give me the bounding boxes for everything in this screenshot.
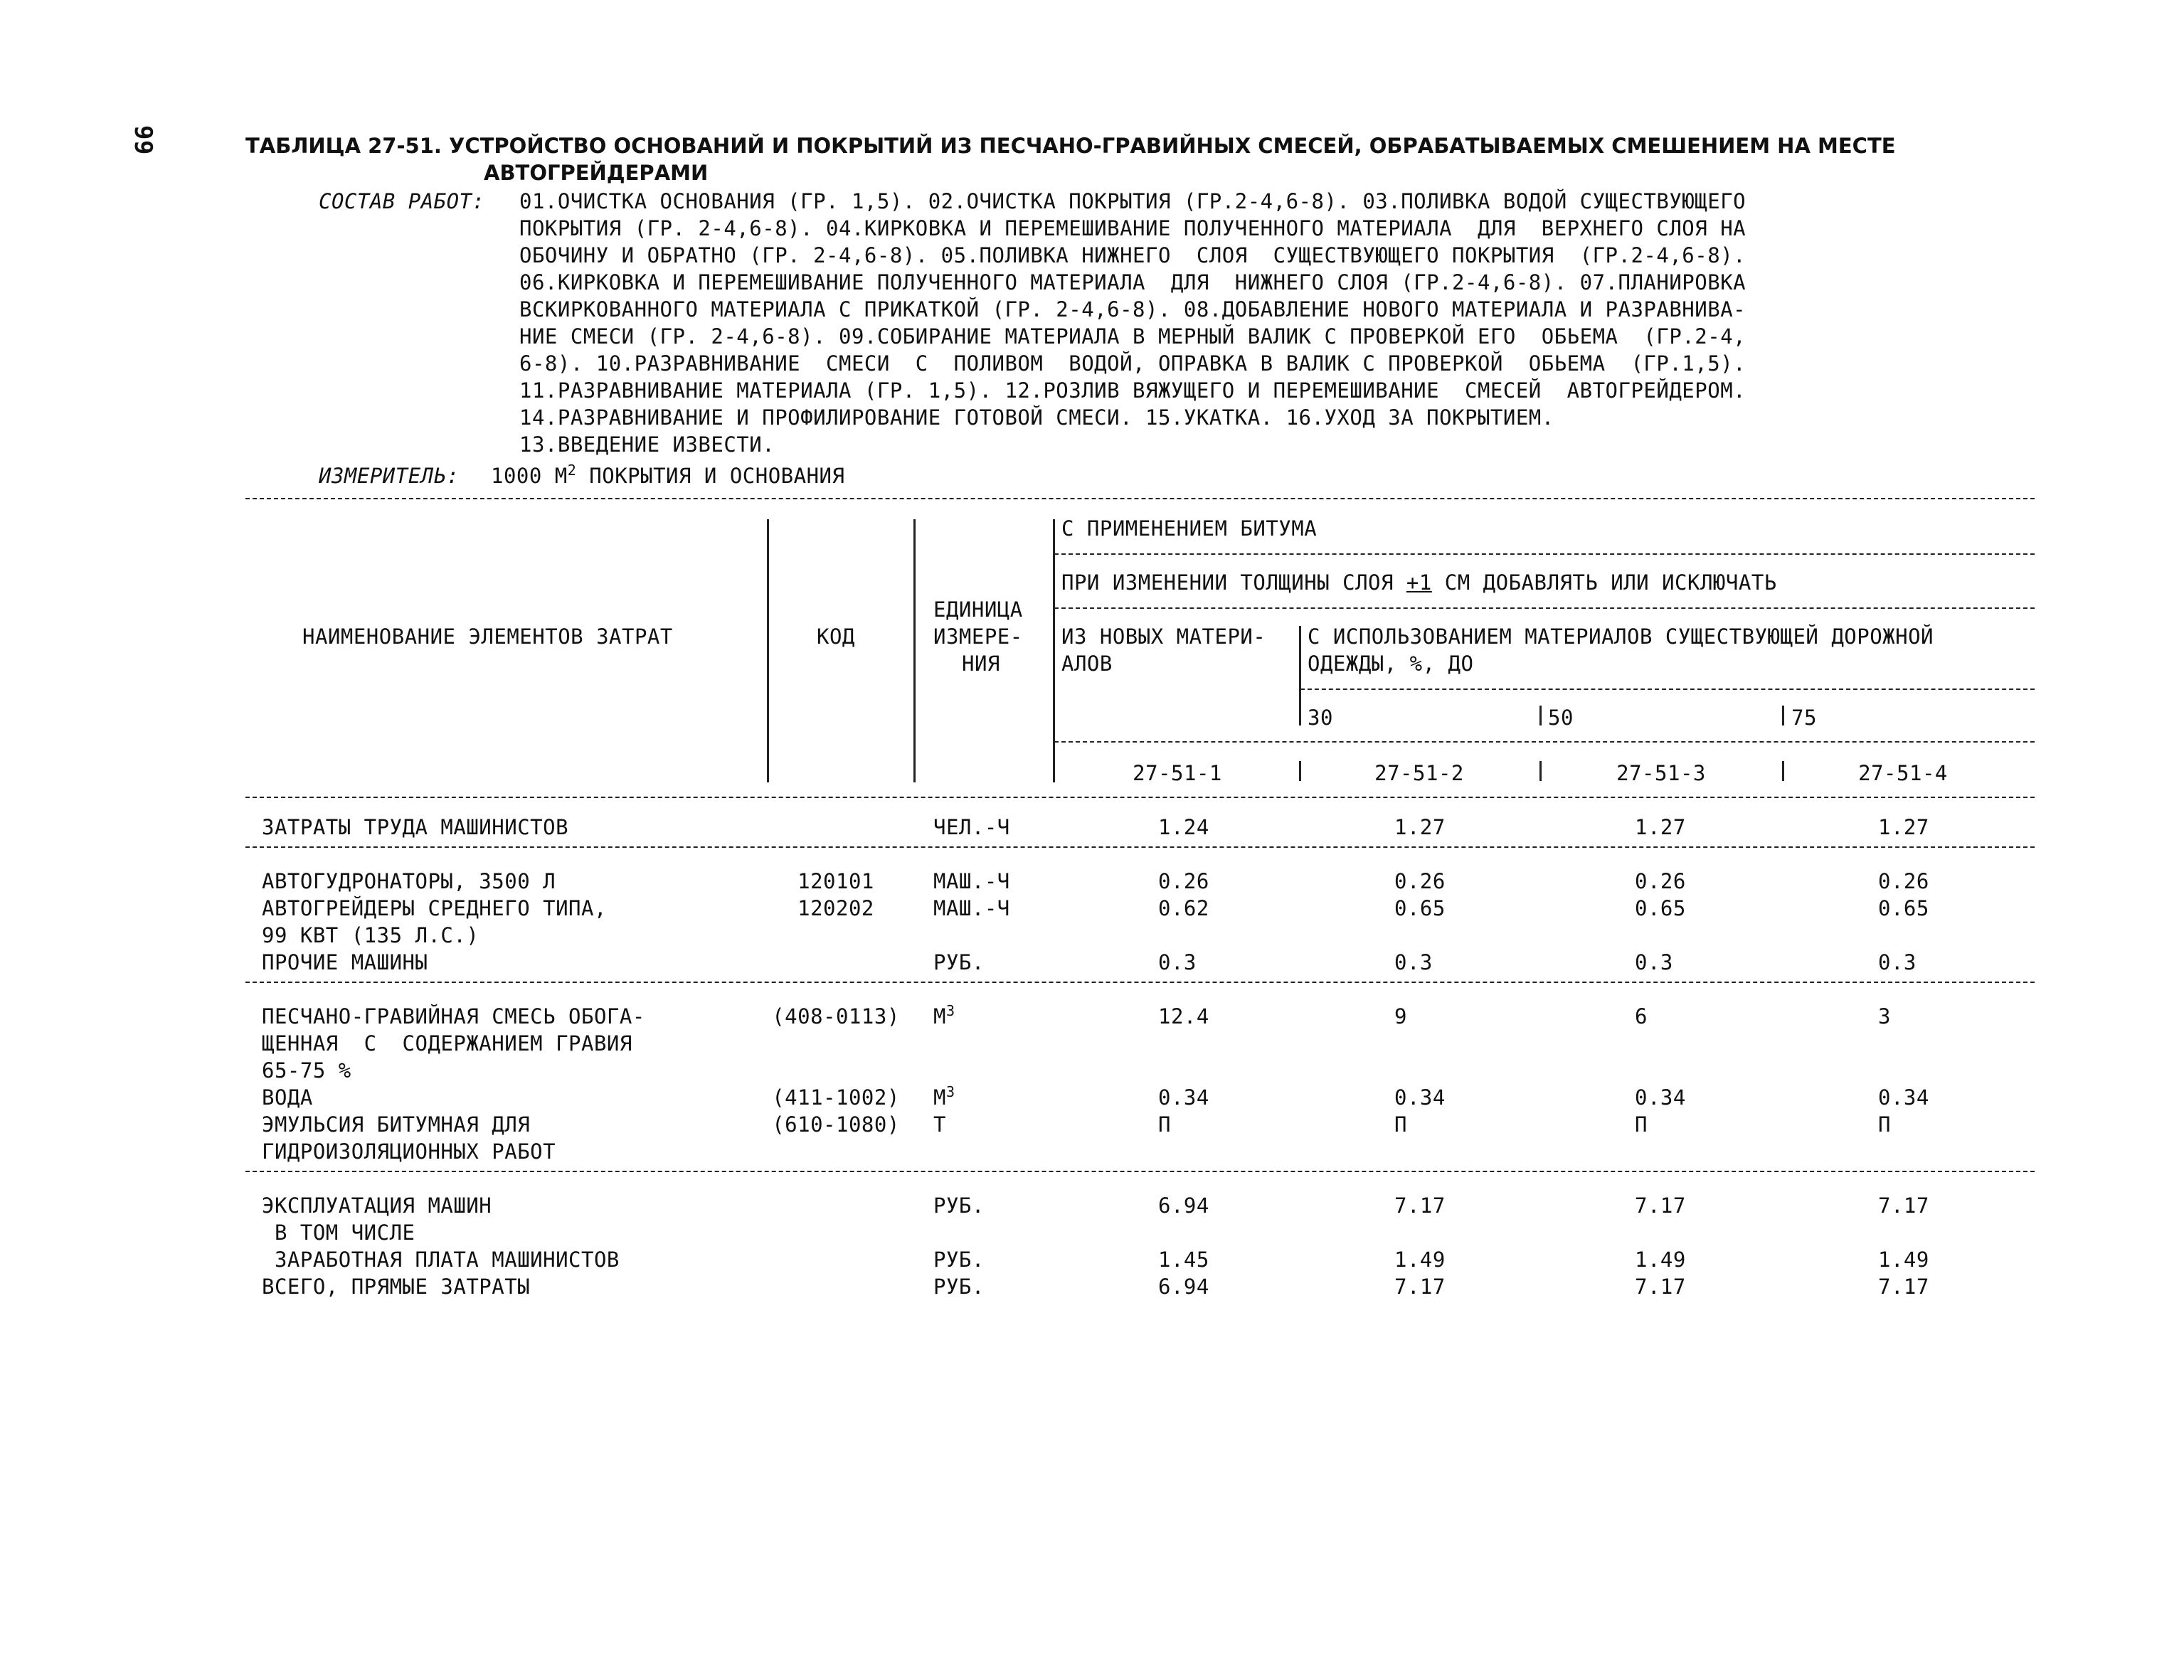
row-value: 0.3	[1878, 950, 1917, 974]
row-unit	[933, 1003, 955, 1030]
row-unit-text: РУБ.	[933, 1248, 985, 1272]
work-line: 11.РАЗРАВНИВАНИЕ МАТЕРИАЛА (ГР. 1,5). 12.РОЗЛИВ ВЯЖУЩЕГО И ПЕРЕМЕШИВАНИЕ СМЕСЕЙ АВТОГРЕЙДЕРОМ.	[519, 378, 1746, 403]
group-separator	[245, 1171, 2035, 1172]
row-value: 1.24	[1158, 815, 1209, 839]
header-divider-code	[767, 519, 769, 782]
header-unit-2: ИЗМЕРЕ-	[933, 624, 1023, 649]
row-value: 1.45	[1158, 1248, 1209, 1272]
row-code: 120101	[797, 869, 874, 893]
row-value: 1.27	[1394, 815, 1446, 839]
row-unit-text: РУБ.	[933, 1193, 985, 1218]
row-value: 7.17	[1878, 1193, 1929, 1218]
row-unit-superscript: 3	[945, 1083, 955, 1100]
row-unit	[933, 949, 985, 976]
row-value: 3	[1878, 1004, 1891, 1028]
row-unit	[933, 868, 1010, 895]
row-name: ВОДА	[262, 1085, 313, 1110]
row-unit-text: РУБ.	[933, 950, 985, 974]
row-name: ЗАРАБОТНАЯ ПЛАТА МАШИНИСТОВ	[262, 1248, 620, 1272]
header-divider-exist	[1299, 626, 1301, 725]
header-rule-4	[1054, 741, 2035, 743]
row-name: ЭМУЛЬСИЯ БИТУМНАЯ ДЛЯ	[262, 1112, 531, 1137]
row-value: 0.3	[1635, 950, 1673, 974]
row-unit	[933, 1192, 985, 1219]
row-value: 0.65	[1635, 896, 1686, 920]
header-divider-pct75	[1782, 706, 1784, 725]
row-unit	[933, 814, 1010, 841]
header-unit-1: ЕДИНИЦА	[933, 597, 1023, 622]
row-name: ПЕСЧАНО-ГРАВИЙНАЯ СМЕСЬ ОБОГА-	[262, 1004, 645, 1028]
header-col-3: 27-51-3	[1616, 761, 1706, 785]
header-code: КОД	[817, 624, 855, 649]
row-value: П	[1635, 1112, 1648, 1137]
row-value: 0.26	[1158, 869, 1209, 893]
page-number: 99	[129, 125, 157, 155]
row-value: 1.49	[1394, 1248, 1446, 1272]
work-line: ОБОЧИНУ И ОБРАТНО (ГР. 2-4,6-8). 05.ПОЛИВКА НИЖНЕГО СЛОЯ СУЩЕСТВУЮЩЕГО ПОКРЫТИЯ (ГР.2-4,6-8).	[519, 243, 1746, 267]
table-title: ТАБЛИЦА 27-51. УСТРОЙСТВО ОСНОВАНИЙ И ПОКРЫТИЙ ИЗ ПЕСЧАНО-ГРАВИЙНЫХ СМЕСЕЙ, ОБРАБАТЫВАЕМЫХ СМЕШЕНИЕМ НА МЕСТЕ	[245, 134, 1896, 158]
row-unit-superscript: 3	[945, 1002, 955, 1019]
row-code: (411-1002)	[772, 1085, 900, 1110]
header-unit-3: НИЯ	[962, 652, 1000, 676]
row-value: 7.17	[1635, 1275, 1686, 1299]
work-line: 6-8). 10.РАЗРАВНИВАНИЕ СМЕСИ С ПОЛИВОМ ВОДОЙ, ОПРАВКА В ВАЛИК С ПРОВЕРКОЙ ОБЬЕМА (ГР.1,5).	[519, 351, 1746, 376]
row-value: 1.49	[1635, 1248, 1686, 1272]
row-unit	[933, 1084, 955, 1111]
row-value: 1.49	[1878, 1248, 1929, 1272]
header-top-rule	[245, 498, 2035, 499]
row-value: 6.94	[1158, 1275, 1209, 1299]
measure-value: 1000 $М^2$ ПОКРЫТИЯ И ОСНОВАНИЯ	[491, 462, 845, 488]
header-divider-unit	[913, 519, 916, 782]
row-value: 0.26	[1394, 869, 1446, 893]
row-value: 0.34	[1878, 1085, 1929, 1110]
row-unit	[933, 1111, 946, 1138]
row-value: 0.3	[1394, 950, 1433, 974]
header-existing-1: С ИСПОЛЬЗОВАНИЕМ МАТЕРИАЛОВ СУЩЕСТВУЮЩЕЙ ДОРОЖНОЙ	[1308, 624, 1934, 649]
header-change: ПРИ ИЗМЕНЕНИИ ТОЛЩИНЫ СЛОЯ +1 СМ ДОБАВЛЯТЬ ИЛИ ИСКЛЮЧАТЬ	[1061, 570, 1777, 595]
row-value: 0.62	[1158, 896, 1209, 920]
row-value: 12.4	[1158, 1004, 1209, 1028]
row-name: В ТОМ ЧИСЛЕ	[262, 1221, 415, 1245]
row-unit-text: МАШ.-Ч	[933, 896, 1010, 920]
row-value: 0.34	[1635, 1085, 1686, 1110]
work-line: 06.КИРКОВКА И ПЕРЕМЕШИВАНИЕ ПОЛУЧЕННОГО МАТЕРИАЛА ДЛЯ НИЖНЕГО СЛОЯ (ГР.2-4,6-8). 07.ПЛАНИРОВКА	[519, 270, 1746, 294]
row-value: П	[1394, 1112, 1407, 1137]
header-new-materials-2: АЛОВ	[1061, 652, 1113, 676]
row-value: 1.27	[1635, 815, 1686, 839]
header-rule-2	[1054, 607, 2035, 609]
row-name: ЗАТРАТЫ ТРУДА МАШИНИСТОВ	[262, 815, 569, 839]
header-pct-75: 75	[1791, 706, 1817, 730]
row-value: 0.65	[1878, 896, 1929, 920]
row-value: 6	[1635, 1004, 1648, 1028]
row-code: (408-0113)	[772, 1004, 900, 1028]
header-col-1: 27-51-1	[1133, 761, 1222, 785]
row-value: 0.34	[1394, 1085, 1446, 1110]
header-rule-3	[1300, 689, 2035, 690]
row-unit	[933, 1273, 985, 1300]
row-value: 7.17	[1394, 1275, 1446, 1299]
row-value: П	[1878, 1112, 1891, 1137]
row-value: 0.34	[1158, 1085, 1209, 1110]
row-value: 7.17	[1635, 1193, 1686, 1218]
row-value: 7.17	[1878, 1275, 1929, 1299]
row-name: ГИДРОИЗОЛЯЦИОННЫХ РАБОТ	[262, 1139, 556, 1164]
group-separator	[245, 982, 2035, 983]
row-value: 1.27	[1878, 815, 1929, 839]
header-name: НАИМЕНОВАНИЕ ЭЛЕМЕНТОВ ЗАТРАТ	[302, 624, 673, 649]
row-name: ЩЕННАЯ С СОДЕРЖАНИЕМ ГРАВИЯ	[262, 1031, 632, 1056]
row-value: 0.26	[1878, 869, 1929, 893]
row-unit-text: ЧЕЛ.-Ч	[933, 815, 1010, 839]
row-name: 65-75 %	[262, 1058, 351, 1083]
work-line: 14.РАЗРАВНИВАНИЕ И ПРОФИЛИРОВАНИЕ ГОТОВОЙ СМЕСИ. 15.УКАТКА. 16.УХОД ЗА ПОКРЫТИЕМ.	[519, 405, 1554, 430]
row-unit-text: РУБ.	[933, 1275, 985, 1299]
row-value: 9	[1394, 1004, 1407, 1028]
header-pct-50: 50	[1548, 706, 1574, 730]
row-code: (610-1080)	[772, 1112, 900, 1137]
header-divider-values	[1053, 519, 1055, 782]
header-pct-30: 30	[1308, 706, 1333, 730]
row-value: П	[1158, 1112, 1171, 1137]
row-code: 120202	[797, 896, 874, 920]
row-name: АВТОГРЕЙДЕРЫ СРЕДНЕГО ТИПА,	[262, 896, 607, 920]
row-unit-text: М	[933, 1004, 946, 1028]
header-divider-col4	[1782, 761, 1784, 781]
row-value: 0.65	[1394, 896, 1446, 920]
work-line: 13.ВВЕДЕНИЕ ИЗВЕСТИ.	[519, 432, 775, 457]
header-bottom-rule	[245, 797, 2035, 798]
row-value: 0.3	[1158, 950, 1197, 974]
row-name: ЭКСПЛУАТАЦИЯ МАШИН	[262, 1193, 492, 1218]
row-unit-text: Т	[933, 1112, 946, 1137]
row-unit	[933, 1246, 985, 1273]
header-col-2: 27-51-2	[1374, 761, 1464, 785]
header-divider-pct50	[1539, 706, 1542, 725]
row-value: 6.94	[1158, 1193, 1209, 1218]
header-existing-2: ОДЕЖДЫ, %, ДО	[1308, 652, 1474, 676]
row-name: ПРОЧИЕ МАШИНЫ	[262, 950, 428, 974]
table-title-line2: АВТОГРЕЙДЕРАМИ	[484, 161, 709, 185]
header-divider-col3	[1539, 761, 1542, 781]
header-col-4: 27-51-4	[1858, 761, 1948, 785]
header-rule-1	[1054, 553, 2035, 555]
row-unit-text: МАШ.-Ч	[933, 869, 1010, 893]
header-divider-col2	[1299, 761, 1301, 781]
header-bitumen: С ПРИМЕНЕНИЕМ БИТУМА	[1061, 516, 1318, 541]
row-value: 7.17	[1394, 1193, 1446, 1218]
measure-label: ИЗМЕРИТЕЛЬ:	[319, 464, 460, 488]
work-line: ПОКРЫТИЯ (ГР. 2-4,6-8). 04.КИРКОВКА И ПЕРЕМЕШИВАНИЕ ПОЛУЧЕННОГО МАТЕРИАЛА ДЛЯ ВЕРХНЕГО СЛОЯ НА	[519, 216, 1746, 240]
row-name: ВСЕГО, ПРЯМЫЕ ЗАТРАТЫ	[262, 1275, 531, 1299]
header-new-materials-1: ИЗ НОВЫХ МАТЕРИ-	[1061, 624, 1266, 649]
work-line: ВСКИРКОВАННОГО МАТЕРИАЛА С ПРИКАТКОЙ (ГР. 2-4,6-8). 08.ДОБАВЛЕНИЕ НОВОГО МАТЕРИАЛА И РАЗРАВНИВА-	[519, 297, 1746, 321]
row-unit-text: М	[933, 1085, 946, 1110]
row-value: 0.26	[1635, 869, 1686, 893]
work-line: НИЕ СМЕСИ (ГР. 2-4,6-8). 09.СОБИРАНИЕ МАТЕРИАЛА В МЕРНЫЙ ВАЛИК С ПРОВЕРКОЙ ЕГО ОБЬЕМА (ГР.2-4,	[519, 324, 1746, 349]
row-name: 99 КВТ (135 Л.С.)	[262, 923, 479, 947]
row-name: АВТОГУДРОНАТОРЫ, 3500 Л	[262, 869, 556, 893]
work-line: 01.ОЧИСТКА ОСНОВАНИЯ (ГР. 1,5). 02.ОЧИСТКА ПОКРЫТИЯ (ГР.2-4,6-8). 03.ПОЛИВКА ВОДОЙ СУЩЕСТВУЮЩЕГО	[519, 189, 1746, 213]
row-unit	[933, 895, 1010, 922]
group-separator	[245, 846, 2035, 848]
work-composition-label: СОСТАВ РАБОТ:	[319, 189, 485, 213]
